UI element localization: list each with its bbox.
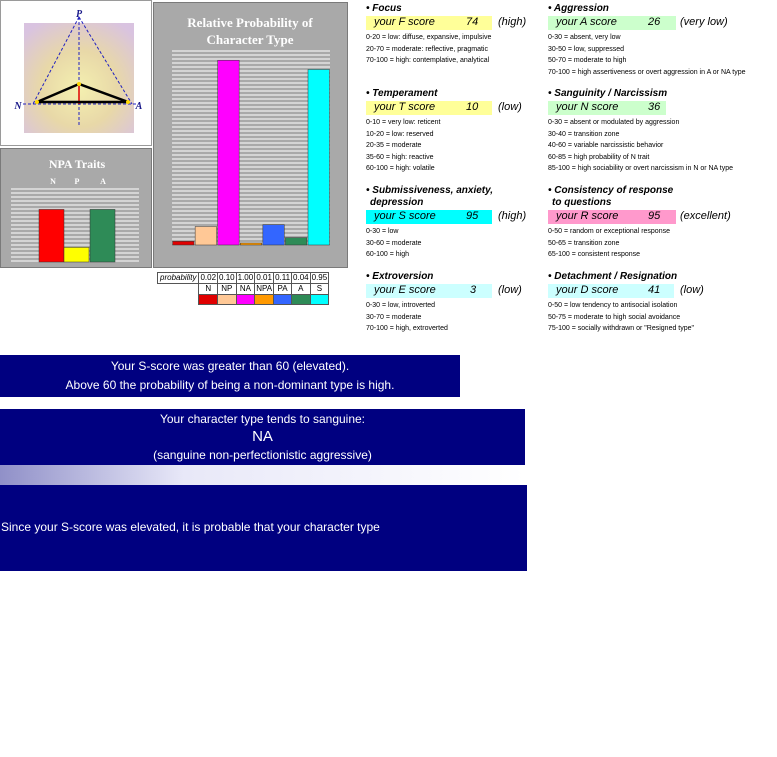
prob-value-npa: 0.01 [256, 273, 272, 282]
chart-bar-npa [240, 243, 261, 245]
aggression-title: • Aggression [548, 3, 609, 14]
submissiveness-desc-2: 60-100 = high [366, 251, 410, 258]
chart-bar-a [285, 238, 306, 245]
temperament-desc-0: 0-10 = very low: reticent [366, 119, 441, 126]
temperament-desc-1: 10-20 = low: reserved [366, 130, 434, 138]
consistency-block [548, 185, 731, 261]
sanguinity-desc-2: 40-60 = variable narcissistic behavior [548, 142, 664, 149]
extroversion-desc-1: 30-70 = moderate [366, 313, 422, 321]
focus-desc-1: 20-70 = moderate: reflective, pragmatic [366, 45, 488, 53]
extroversion-score-qualifier: (low) [498, 284, 522, 296]
submissiveness-desc-1: 30-60 = moderate [366, 239, 422, 247]
npa-traits-chart [1, 149, 151, 267]
probability-swatch-row [158, 295, 329, 305]
consistency-desc-2: 65-100 = consistent response [548, 251, 641, 258]
chart-gridlines [172, 51, 330, 243]
focus-score-value: 74 [466, 16, 479, 28]
npa-traits-title: NPA Traits [48, 157, 106, 171]
npa-triangle-panel [0, 0, 152, 146]
sanguinity-score-value: 36 [648, 101, 661, 113]
detachment-title: • Detachment / Resignation [548, 271, 678, 282]
prob-value-na: 1.00 [237, 273, 254, 282]
focus-score-qualifier: (high) [498, 16, 527, 28]
extroversion-score-line [366, 284, 522, 298]
npa-label-p: P [74, 177, 80, 186]
sanguinity-desc-1: 30-40 = transition zone [548, 130, 620, 138]
detachment-score-line [548, 284, 704, 298]
gradient-divider [0, 465, 525, 485]
prob-cat-n: N [199, 284, 218, 295]
table-spacer [158, 284, 199, 295]
triangle-label-p: P [75, 9, 83, 20]
prob-cat-npa: NPA [256, 284, 273, 293]
submissiveness-score-line [366, 210, 527, 224]
s-score-result-line2: Above 60 the probability of being a non-dominant type is high. [65, 378, 395, 392]
aggression-desc-2: 50-70 = moderate to high [548, 57, 627, 64]
aggression-block [548, 3, 745, 78]
sanguinity-desc-4: 85-100 = high sociability or overt narcissism in N or NA type [548, 165, 733, 172]
variant-explanation-line2: is a variant sanguine aggressive type: [1, 571, 202, 585]
prob-value-np: 0.10 [219, 273, 235, 282]
extroversion-score-value: 3 [470, 284, 477, 296]
consistency-title-line2: to questions [552, 197, 612, 208]
temperament-desc-4: 60-100 = high: volatile [366, 165, 435, 172]
temperament-block [366, 88, 522, 175]
swatch-n [199, 295, 218, 305]
extroversion-desc-2: 70-100 = high, extroverted [366, 325, 448, 332]
prob-value-pa: 0.11 [275, 273, 291, 282]
character-type-code: NA [252, 428, 273, 445]
npa-bar-n [39, 209, 64, 262]
focus-desc-0: 0-20 = low: diffuse, expansive, impulsive [366, 34, 492, 41]
focus-score-label: your F score [374, 16, 435, 28]
submissiveness-title: • Submissiveness, anxiety, [366, 185, 494, 196]
s-score-result-box [0, 355, 460, 397]
consistency-score-label: your R score [556, 210, 619, 222]
consistency-desc-1: 50-65 = transition zone [548, 239, 620, 247]
temperament-title: • Temperament [366, 88, 438, 99]
character-type-intro: Your character type tends to sanguine: [159, 412, 366, 426]
character-type-description: (sanguine non-perfectionistic aggressive) [153, 448, 372, 462]
temperament-score-line [366, 101, 522, 115]
triangle-label-a: A [135, 101, 143, 112]
temperament-score-label: your T score [374, 101, 436, 113]
aggression-desc-1: 30-50 = low, suppressed [548, 45, 625, 53]
s-score-result-line1: Your S-score was greater than 60 (elevated). [110, 359, 350, 373]
triangle-n-point [35, 100, 39, 104]
temperament-score-value: 10 [466, 101, 479, 113]
sanguinity-desc-3: 60-85 = high probability of N trait [548, 153, 650, 161]
probability-table [157, 272, 329, 305]
probability-chart-panel [153, 2, 348, 268]
sanguinity-score-label: your N score [556, 101, 619, 113]
extroversion-block [366, 271, 522, 335]
extroversion-title: • Extroversion [366, 271, 434, 282]
aggression-score-value: 26 [648, 16, 661, 28]
swatch-a [292, 295, 311, 305]
chart-bar-s [308, 69, 329, 245]
swatch-na [236, 295, 255, 305]
prob-cat-a: A [292, 284, 311, 295]
extroversion-score-label: your E score [374, 284, 436, 296]
consistency-score-line [548, 210, 731, 224]
submissiveness-score-label: your S score [374, 210, 436, 222]
prob-value-a: 0.04 [293, 273, 309, 282]
aggression-desc-0: 0-30 = absent, very low [548, 34, 621, 41]
prob-cat-s: S [310, 284, 329, 295]
temperament-desc-2: 20-35 = moderate [366, 142, 422, 149]
npa-bar-p [64, 247, 89, 262]
npa-label-n: N [50, 177, 56, 186]
prob-cat-np: NP [218, 284, 237, 295]
probability-chart [154, 3, 347, 267]
swatch-np [218, 295, 237, 305]
detachment-block [548, 271, 704, 335]
prob-cat-na: NA [236, 284, 255, 295]
prob-value-n: 0.02 [200, 273, 217, 282]
sanguinity-desc-0: 0-30 = absent or modulated by aggression [548, 119, 680, 126]
focus-desc-2: 70-100 = high: contemplative, analytical [366, 57, 490, 64]
consistency-score-value: 95 [648, 210, 661, 222]
aggression-desc-3: 70-100 = high assertiveness or overt aggression in A or NA type [548, 68, 746, 76]
detachment-score-label: your D score [556, 284, 619, 296]
detachment-desc-2: 75-100 = socially withdrawn or "Resigned type" [548, 325, 695, 332]
triangle-label-n: N [14, 101, 22, 112]
npa-label-a: A [100, 177, 106, 186]
npa-triangle-graphic [1, 1, 151, 145]
variant-explanation-line3: Sanguine aggressive (NA) with tendency to passive aggressiveness or bipolar behavior. [1, 622, 468, 636]
triangle-p-point [77, 82, 81, 86]
aggression-score-line [548, 16, 745, 30]
focus-score-line [366, 16, 527, 30]
npa-bar-a [90, 209, 115, 262]
swatch-s [310, 295, 329, 305]
consistency-desc-0: 0-50 = random or exceptional response [548, 228, 670, 235]
submissiveness-score-qualifier: (high) [498, 210, 527, 222]
swatch-pa [274, 295, 292, 305]
sanguinity-block [548, 88, 733, 175]
extroversion-desc-0: 0-30 = low, introverted [366, 302, 436, 309]
character-type-result-box [0, 409, 525, 465]
detachment-score-value: 41 [648, 284, 661, 296]
probability-categories-row [158, 284, 329, 295]
chart-title-line2: Character Type [206, 32, 294, 47]
submissiveness-score-value: 95 [466, 210, 479, 222]
table-spacer [158, 295, 199, 305]
variant-explanation-line1: Since your S-score was elevated, it is probable that your character type [1, 520, 380, 534]
focus-block [366, 3, 527, 67]
submissiveness-block [366, 185, 527, 261]
submissiveness-desc-0: 0-30 = low [366, 228, 399, 235]
aggression-score-qualifier: (very low) [680, 16, 728, 28]
triangle-a-point [126, 100, 130, 104]
detachment-desc-0: 0-50 = low tendency to antisocial isolation [548, 302, 678, 309]
chart-bar-pa [263, 225, 284, 245]
variant-explanation-line4: Note: the N score can be modulated (lowered here) by trait aggression in NA types. [1, 673, 443, 687]
swatch-npa [255, 295, 274, 305]
consistency-title: • Consistency of response [548, 185, 674, 196]
submissiveness-title-line2: depression [370, 197, 424, 208]
sanguinity-title: • Sanguinity / Narcissism [548, 88, 668, 99]
chart-title-line1: Relative Probability of [187, 15, 313, 30]
probability-values-row [158, 273, 329, 284]
sanguinity-score-line [548, 101, 733, 115]
probability-row-label: probability [158, 273, 199, 284]
variant-explanation-box [0, 485, 527, 738]
chart-bar-np [195, 227, 216, 245]
aggression-score-label: your A score [556, 16, 617, 28]
prob-cat-pa: PA [274, 284, 292, 295]
npa-traits-panel [0, 148, 152, 268]
focus-title: • Focus [366, 3, 402, 14]
detachment-desc-1: 50-75 = moderate to high social avoidance [548, 313, 681, 321]
variant-explanation-line5: ? predisposition to social avoidance or depression in NA- type. [1, 724, 333, 738]
temperament-score-qualifier: (low) [498, 101, 522, 113]
temperament-desc-3: 35-60 = high: reactive [366, 153, 434, 161]
detachment-score-qualifier: (low) [680, 284, 704, 296]
prob-value-s: 0.95 [311, 273, 328, 282]
chart-bar-n [173, 241, 194, 245]
consistency-score-qualifier: (excellent) [680, 210, 731, 222]
chart-bar-na [218, 60, 239, 245]
